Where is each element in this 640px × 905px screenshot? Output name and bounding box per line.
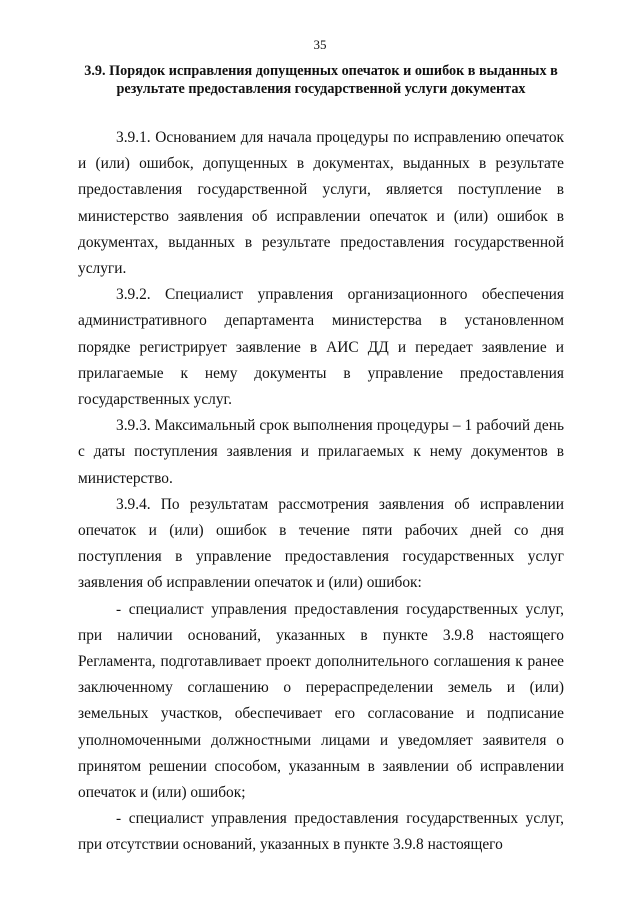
paragraph-3-9-3: 3.9.3. Максимальный срок выполнения процедуры – 1 рабочий день с даты поступления заявления и прилагаемых к нему документов в министерство. [78, 417, 564, 487]
paragraph-3-9-1: 3.9.1. Основанием для начала процедуры по исправлению опечаток и (или) ошибок, допущенных в документах, выданных в результате предоставления государственной услуги, является поступление в министерство заявления об исправлении опечаток и (или) ошибок в документах, выданных в результате предоставления государственной услуги. [78, 129, 564, 278]
paragraph-3-9-2: 3.9.2. Специалист управления организационного обеспечения административного департамента министерства в установленном порядке регистрирует заявление в АИС ДД и передает заявление и прилагаемые к нему документы в управление предоставления государственных услуг. [78, 286, 564, 409]
list-item-grounds-present: - специалист управления предоставления государственных услуг, при наличии оснований, указанных в пункте 3.9.8 настоящего Регламента, подготавливает проект дополнительного соглашения к ранее заключенному соглашению о перераспределении земель и (или) земельных участков, обеспечивает его согласование и подписание уполномоченными должностными лицами и уведомляет заявителя о принятом решении способом, указанным в заявлении об исправлении опечаток и (или) ошибок; [78, 600, 564, 802]
body-text [78, 125, 564, 859]
page-number: 35 [313, 37, 327, 52]
section-heading: 3.9. Порядок исправления допущенных опечаток и ошибок в выданных в результате предоставления государственной услуги документах [84, 63, 558, 97]
paragraph-3-9-4: 3.9.4. По результатам рассмотрения заявления об исправлении опечаток и (или) ошибок в течение пяти рабочих дней со дня поступления в управление предоставления государственных услуг заявления об исправлении опечаток и (или) ошибок: [78, 495, 564, 592]
list-item-grounds-absent: - специалист управления предоставления государственных услуг, при отсутствии оснований, указанных в пункте 3.9.8 настоящего [78, 810, 564, 854]
